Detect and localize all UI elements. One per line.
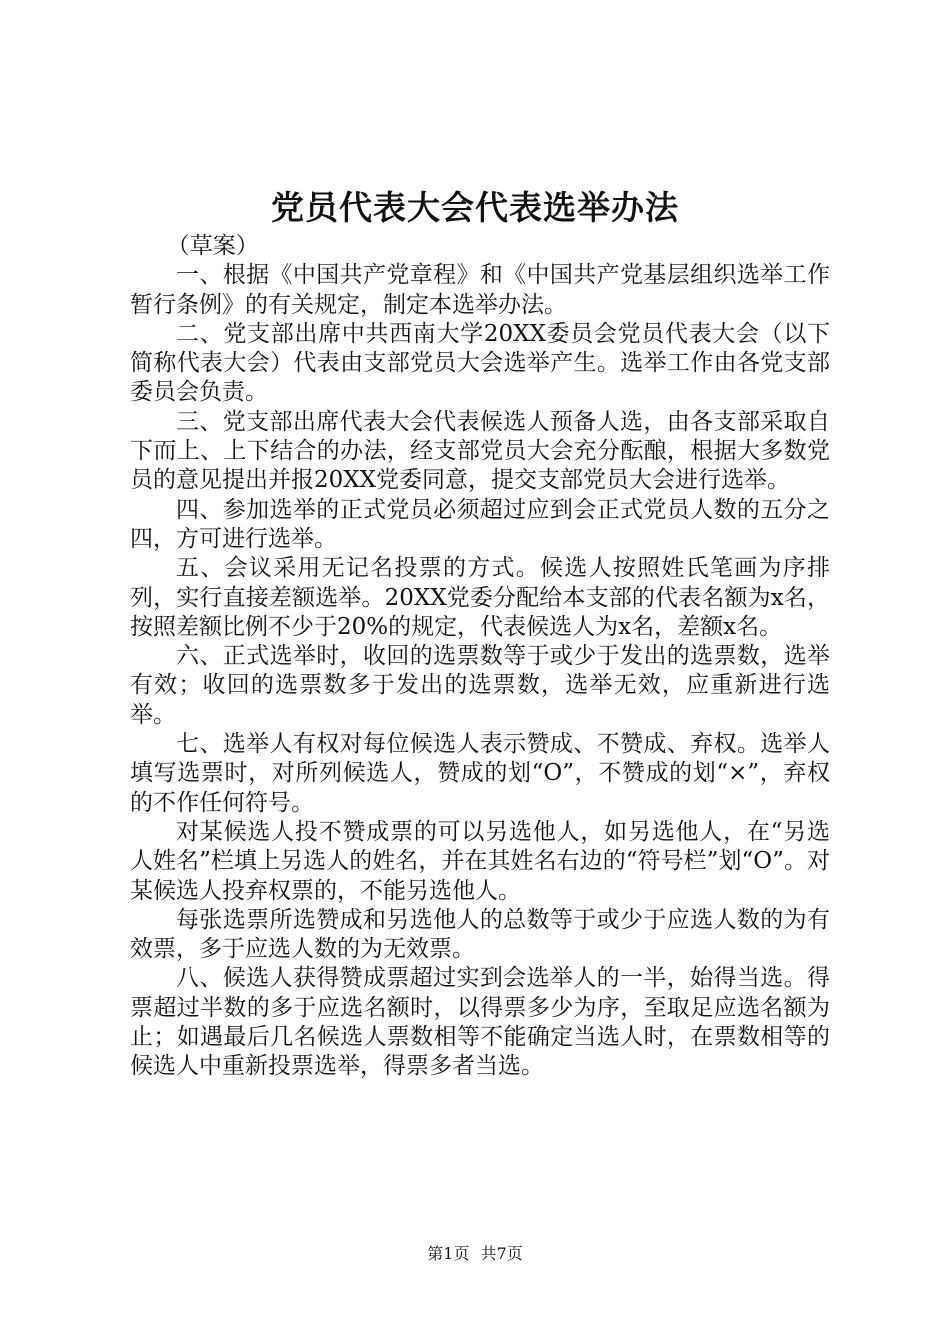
page-number-current: 第1页 [427,1244,470,1263]
paragraph: 七、选举人有权对每位候选人表示赞成、不赞成、弃权。选举人填写选票时，对所列候选人，赞成的划“O”，不赞成的划“×”，弃权的不作任何符号。 [130,731,830,816]
draft-label: （草案） [166,233,259,259]
document-title: 党员代表大会代表选举办法 [271,188,679,227]
paragraph: 三、党支部出席代表大会代表候选人预备人选，由各支部采取自下而上、上下结合的办法，经支部党员大会充分酝酿，根据大多数党员的意见提出并报20XX党委同意，提交支部党员大会进行选举。 [130,408,830,494]
paragraph: 八、候选人获得赞成票超过实到会选举人的一半，始得当选。得票超过半数的多于应选名额时，以得票多少为序，至取足应选名额为止；如遇最后几名候选人票数相等不能确定当选人时，在票数相等的候选人中重新投票选举，得票多者当选。 [130,965,830,1080]
paragraph: 对某候选人投不赞成票的可以另选他人，如另选他人，在“另选人姓名”栏填上另选人的姓名，并在其姓名右边的“符号栏”划“O”。对某候选人投弃权票的，不能另选他人。 [130,818,830,904]
paragraph: 四、参加选举的正式党员必须超过应到会正式党员人数的五分之四，方可进行选举。 [130,496,830,552]
paragraph: 二、党支部出席中共西南大学20XX委员会党员代表大会（以下简称代表大会）代表由支部党员大会选举产生。选举工作由各党支部委员会负责。 [130,320,830,406]
paragraph: 六、正式选举时，收回的选票数等于或少于发出的选票数，选举有效；收回的选票数多于发出的选票数，选举无效，应重新进行选举。 [130,643,830,728]
page-number-total: 共7页 [480,1244,523,1263]
document-body [130,232,830,1082]
paragraph: 每张选票所选赞成和另选他人的总数等于或少于应选人数的为有效票，多于应选人数的为无效票。 [130,906,830,963]
page-footer [0,1244,950,1264]
paragraph: 一、根据《中国共产党章程》和《中国共产党基层组织选举工作暂行条例》的有关规定，制定本选举办法。 [130,262,830,318]
paragraph: 五、会议采用无记名投票的方式。候选人按照姓氏笔画为序排列，实行直接差额选举。20XX党委分配给本支部的代表名额为x名，按照差额比例不少于20%的规定，代表候选人为x名，差额x名。 [130,555,830,640]
